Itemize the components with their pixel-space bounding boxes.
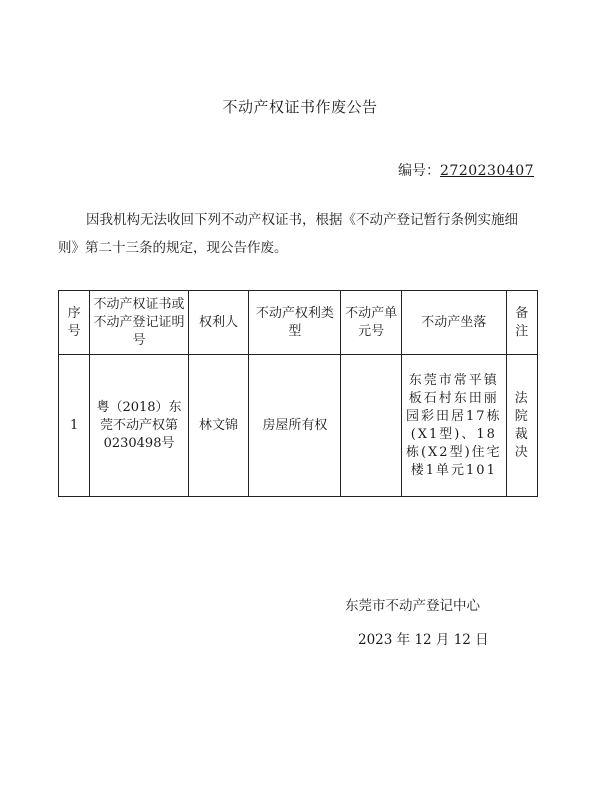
cell-location: 东莞市常平镇板石村东田丽园彩田居17栋(X1型)、18栋(X2型)住宅楼1单元101 bbox=[402, 355, 507, 497]
header-location: 不动产坐落 bbox=[402, 291, 507, 355]
issuing-organization: 东莞市不动产登记中心 bbox=[345, 598, 480, 614]
table-header-row bbox=[59, 291, 538, 355]
notice-body-paragraph: 因我机构无法收回下列不动产权证书，根据《不动产登记暂行条例实施细则》第二十三条的规定，现公告作废。 bbox=[58, 212, 518, 256]
header-seq: 序号 bbox=[59, 291, 90, 355]
cell-holder: 林文锦 bbox=[188, 355, 249, 497]
notice-number-value: 2720230407 bbox=[440, 163, 535, 179]
notice-number bbox=[398, 160, 534, 180]
certificate-table bbox=[58, 290, 538, 497]
cell-seq: 1 bbox=[59, 355, 90, 497]
header-holder: 权利人 bbox=[188, 291, 249, 355]
header-unit-no: 不动产单元号 bbox=[341, 291, 402, 355]
cell-unit-no bbox=[341, 355, 402, 497]
header-right-type: 不动产权利类型 bbox=[249, 291, 341, 355]
notice-title: 不动产权证书作废公告 bbox=[222, 98, 378, 116]
table-row bbox=[59, 355, 538, 497]
cell-right-type: 房屋所有权 bbox=[249, 355, 341, 497]
cell-cert-no: 粤（2018）东莞不动产权第0230498号 bbox=[90, 355, 188, 497]
issue-date: 2023 年 12 月 12 日 bbox=[358, 632, 489, 648]
header-remark: 备注 bbox=[506, 291, 537, 355]
notice-number-label: 编号： bbox=[398, 163, 440, 179]
cell-remark: 法院裁决 bbox=[506, 355, 537, 497]
header-cert-no: 不动产权证书或不动产登记证明号 bbox=[90, 291, 188, 355]
